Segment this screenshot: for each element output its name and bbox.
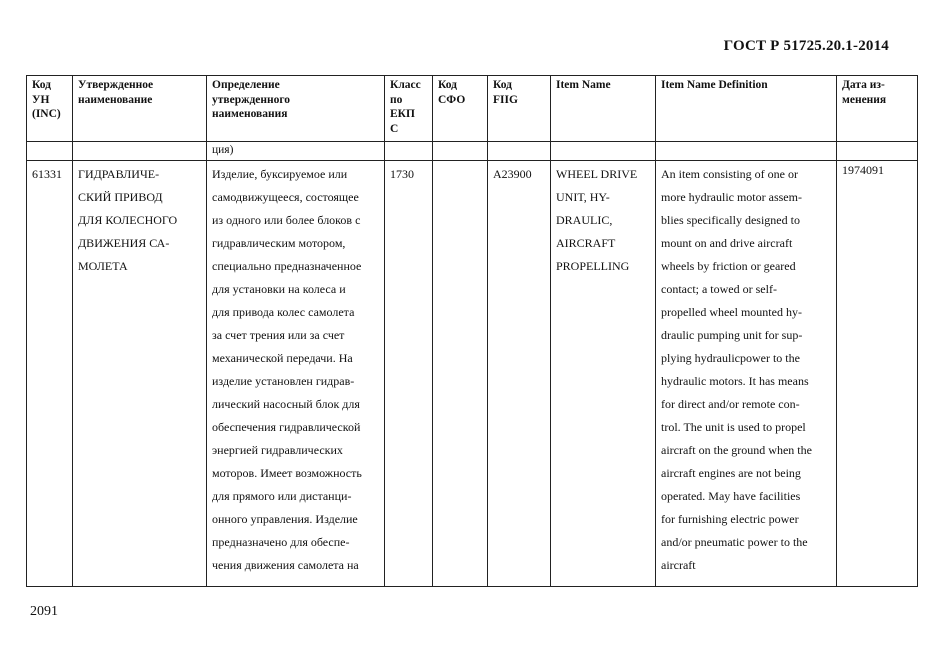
approved-name-line: СКИЙ ПРИВОД (78, 190, 163, 204)
col-header-class: Класс по ЕКП С (385, 76, 433, 142)
definition-line: из одного или более блоков с (212, 213, 361, 227)
sfo-code (433, 161, 488, 587)
col-header-item-definition: Item Name Definition (656, 76, 837, 142)
approved-name-line: МОЛЕТА (78, 259, 128, 273)
item-definition-line: blies specifically designed to (661, 213, 800, 227)
item-definition-line: aircraft on the ground when the (661, 443, 812, 457)
item-name-definition (656, 161, 837, 587)
header-row (27, 76, 918, 142)
item-definition-line: operated. May have facilities (661, 489, 801, 503)
item-name (551, 161, 656, 587)
item-name-line: AIRCRAFT (556, 236, 616, 250)
item-definition-line: An item consisting of one or (661, 167, 798, 181)
item-name-line: PROPELLING (556, 259, 630, 273)
definition-continuation: ция) (207, 142, 385, 161)
item-definition-line: draulic pumping unit for sup- (661, 328, 803, 342)
item-definition-line: aircraft engines are not being (661, 466, 801, 480)
classification-table (26, 75, 918, 587)
continuation-row (27, 142, 918, 161)
name-definition (207, 161, 385, 587)
col-header-approved-name: Утвержденное наименование (73, 76, 207, 142)
definition-line: механической передачи. На (212, 351, 353, 365)
col-header-item-name: Item Name (551, 76, 656, 142)
item-definition-line: and/or pneumatic power to the (661, 535, 808, 549)
item-name-line: WHEEL DRIVE (556, 167, 638, 181)
item-definition-line: wheels by friction or geared (661, 259, 796, 273)
definition-line: Изделие, буксируемое или (212, 167, 348, 181)
definition-line: для привода колес самолета (212, 305, 355, 319)
col-header-sfo: Код СФО (433, 76, 488, 142)
definition-line: обеспечения гидравлической (212, 420, 361, 434)
definition-line: чения движения самолета на (212, 558, 359, 572)
definition-line: лический насосный блок для (212, 397, 360, 411)
definition-line: моторов. Имеет возможность (212, 466, 362, 480)
item-definition-line: more hydraulic motor assem- (661, 190, 802, 204)
item-name-line: DRAULIC, (556, 213, 613, 227)
page-number: 2091 (30, 604, 58, 619)
approved-name (73, 161, 207, 587)
approved-name-line: ДВИЖЕНИЯ СА- (78, 236, 170, 250)
item-definition-line: mount on and drive aircraft (661, 236, 793, 250)
definition-line: самодвижущееся, состоящее (212, 190, 359, 204)
definition-line: для прямого или дистанци- (212, 489, 352, 503)
item-definition-line: propelled wheel mounted hy- (661, 305, 802, 319)
definition-line: предназначено для обеспе- (212, 535, 350, 549)
col-header-definition: Определение утвержденного наименования (207, 76, 385, 142)
definition-line: специально предназначенное (212, 259, 362, 273)
definition-line: энергией гидравлических (212, 443, 343, 457)
class-code: 1730 (385, 161, 433, 587)
item-definition-line: for direct and/or remote con- (661, 397, 800, 411)
fiig-code: A23900 (488, 161, 551, 587)
definition-line: за счет трения или за счет (212, 328, 345, 342)
item-definition-line: hydraulic motors. It has means (661, 374, 809, 388)
item-name-line: UNIT, HY- (556, 190, 610, 204)
item-definition-line: aircraft (661, 558, 696, 572)
definition-line: изделие установлен гидрав- (212, 374, 355, 388)
definition-line: для установки на колеса и (212, 282, 346, 296)
definition-line: гидравлическим мотором, (212, 236, 346, 250)
approved-name-line: ДЛЯ КОЛЕСНОГО (78, 213, 178, 227)
col-header-fiig: Код FIIG (488, 76, 551, 142)
inc-code: 61331 (27, 161, 73, 587)
change-date: 1974091 (837, 161, 918, 587)
approved-name-line: ГИДРАВЛИЧЕ- (78, 167, 160, 181)
definition-line: онного управления. Изделие (212, 512, 358, 526)
table-row (27, 161, 918, 587)
document-code: ГОСТ Р 51725.20.1-2014 (723, 38, 889, 54)
item-definition-line: trol. The unit is used to propel (661, 420, 806, 434)
item-definition-line: for furnishing electric power (661, 512, 799, 526)
col-header-change-date: Дата из- менения (837, 76, 918, 142)
item-definition-line: contact; a towed or self- (661, 282, 777, 296)
item-definition-line: plying hydraulicpower to the (661, 351, 800, 365)
col-header-inc: Код УН (INC) (27, 76, 73, 142)
